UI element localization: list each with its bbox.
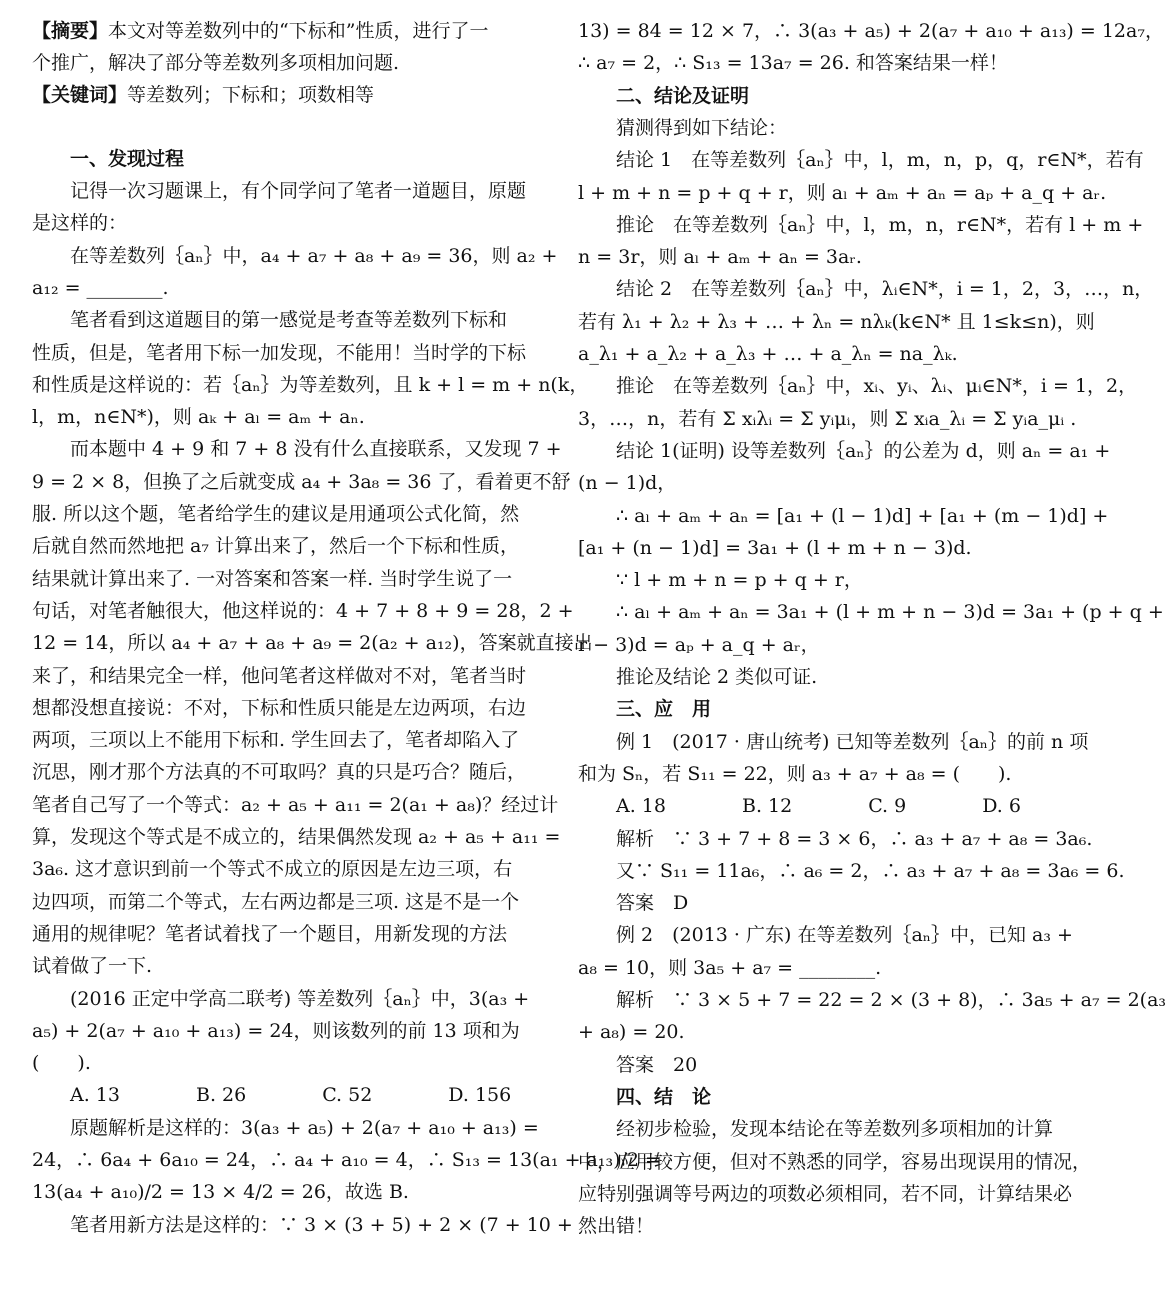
text-line: 笔者用新方法是这样的：∵ 3 × (3 + 5) + 2 × (7 + 10 + (70, 1213, 573, 1236)
keywords-text: 等差数列；下标和；项数相等 (127, 84, 375, 106)
text-line: 想都没想直接说：不对，下标和性质只能是左边两项，右边 (32, 696, 527, 719)
text-line: 和为 Sₙ，若 S₁₁ = 22，则 a₃ + a₇ + a₈ = ( ). (578, 762, 1012, 785)
text-line: 推论 在等差数列｛aₙ｝中，l，m，n，r∈N*，若有 l + m + (616, 213, 1144, 236)
abstract-line (32, 15, 532, 47)
text-line: (2016 正定中学高二联考) 等差数列｛aₙ｝中，3(a₃ + (70, 987, 530, 1010)
text-line: 推论 在等差数列｛aₙ｝中，xᵢ、yᵢ、λᵢ、μᵢ∈N*，i = 1，2， (616, 375, 1138, 398)
text-line: n = 3r，则 aₗ + aₘ + aₙ = 3aᵣ. (578, 246, 862, 269)
text-line: 例 2 (2013 · 广东) 在等差数列｛aₙ｝中，已知 a₃ + (616, 924, 1073, 947)
text-line: 笔者自己写了一个等式：a₂ + a₅ + a₁₁ = 2(a₁ + a₈)？经过计 (32, 793, 559, 816)
text-line: 结论 1(证明) 设等差数列｛aₙ｝的公差为 d，则 aₙ = a₁ + (616, 439, 1111, 462)
text-line: 又∵ S₁₁ = 11a₆，∴ a₆ = 2，∴ a₃ + a₇ + a₈ = 3a₆ = 6. (616, 859, 1125, 882)
text-line: l + m + n = p + q + r，则 aₗ + aₘ + aₙ = aₚ + a_q + aᵣ. (578, 181, 1107, 204)
text-line: a₅) + 2(a₇ + a₁₀ + a₁₃) = 24，则该数列的前 13 项和为 (32, 1019, 520, 1042)
text-line: 在等差数列｛aₙ｝中，a₄ + a₇ + a₈ + a₉ = 36，则 a₂ + (70, 244, 558, 267)
text-line: 性质，但是，笔者用下标一加发现，不能用！当时学的下标 (32, 341, 527, 364)
text-line: [a₁ + (n − 1)d] = 3a₁ + (l + m + n − 3)d. (578, 536, 972, 559)
text-line: 服. 所以这个题，笔者给学生的建议是用通项公式化简，然 (32, 503, 520, 525)
text-line: 答案 D (616, 892, 689, 915)
text-line: 12 = 14，所以 a₄ + a₇ + a₈ + a₉ = 2(a₂ + a₁₂)，答案就直接出 (32, 632, 593, 655)
text-line: 答案 20 (616, 1053, 698, 1076)
text-line: 应特别强调等号两边的项数必须相同，若不同，计算结果必 (578, 1182, 1073, 1205)
text-line: 沉思，刚才那个方法真的不可取吗？真的只是巧合？随后， (32, 761, 527, 784)
text-line: 然出错！ (578, 1215, 655, 1238)
text-line: 句话，对笔者触很大，他这样说的：4 + 7 + 8 + 9 = 28，2 + (32, 599, 574, 622)
text-line: ∴ a₇ = 2，∴ S₁₃ = 13a₇ = 26. 和答案结果一样！ (578, 52, 1008, 75)
section-heading: 四、结 论 (616, 1085, 712, 1108)
text-line: ∵ l + m + n = p + q + r， (616, 569, 863, 592)
text-line: 解析 ∵ 3 × 5 + 7 = 22 = 2 × (3 + 8)，∴ 3a₅ + a₇ = 2(a₃ (616, 989, 1166, 1011)
text-line: 来了，和结果完全一样，他问笔者这样做对不对，笔者当时 (32, 664, 527, 687)
section-heading: 三、应 用 (616, 698, 712, 721)
text-line: 24，∴ 6a₄ + 6a₁₀ = 24，∴ a₄ + a₁₀ = 4，∴ S₁₃ = 13(a₁ + a₁₃)/2 = (32, 1149, 661, 1171)
text-line: (n − 1)d， (578, 472, 677, 495)
text-line: 猜测得到如下结论： (616, 116, 788, 139)
text-line: 是这样的： (32, 212, 128, 235)
section-heading: 一、发现过程 (70, 148, 185, 170)
abstract-text-2: 个推广，解决了部分等差数列多项相加问题. (32, 52, 400, 74)
text-line: 3a₆. 这才意识到前一个等式不成立的原因是左边三项，右 (32, 858, 513, 881)
text-line: 记得一次习题课上，有个同学问了笔者一道题目，原题 (70, 180, 527, 202)
text-line: 例 1 (2017 · 唐山统考) 已知等差数列｛aₙ｝的前 n 项 (616, 730, 1089, 753)
text-line: 13) = 84 = 12 × 7，∴ 3(a₃ + a₅) + 2(a₇ + a₁₀ + a₁₃) = 12a₇， (578, 20, 1164, 42)
text-line: a₁₂ = ________. (32, 276, 169, 299)
text-line: 原题解析是这样的：3(a₃ + a₅) + 2(a₇ + a₁₀ + a₁₃) = (70, 1116, 539, 1139)
text-line: A. 13 B. 26 C. 52 D. 156 (70, 1084, 512, 1107)
text-line: 推论及结论 2 类似可证. (616, 666, 818, 688)
text-line: ∴ aₗ + aₘ + aₙ = [a₁ + (l − 1)d] + [a₁ + (m − 1)d] + (616, 504, 1109, 527)
text-line: 边四项，而第二个等式，左右两边都是三项. 这是不是一个 (32, 890, 520, 913)
text-line: 若有 λ₁ + λ₂ + λ₃ + … + λₙ = nλₖ(k∈N* 且 1≤k≤n)，则 (578, 310, 1095, 333)
text-line: r − 3)d = aₚ + a_q + aᵣ， (578, 633, 820, 656)
text-line: 3，…，n，若有 Σ xᵢλᵢ = Σ yᵢμᵢ，则 Σ xᵢa_λᵢ = Σ yᵢa_μᵢ . (578, 407, 1077, 430)
text-line: a₈ = 10，则 3a₅ + a₇ = ________. (578, 956, 882, 979)
text-line: 9 = 2 × 8，但换了之后就变成 a₄ + 3a₈ = 36 了，看着更不舒 (32, 470, 571, 493)
text-line: + a₈) = 20. (578, 1021, 685, 1044)
text-line: a_λ₁ + a_λ₂ + a_λ₃ + … + a_λₙ = na_λₖ. (578, 343, 958, 365)
keywords-label: 【关键词】 (32, 84, 128, 106)
text-line: 通用的规律呢？笔者试着找了一个题目，用新发现的方法 (32, 922, 508, 945)
keywords-line (32, 79, 532, 111)
text-line: 笔者看到这道题目的第一感觉是考查等差数列下标和 (70, 309, 508, 332)
text-line: 结论 1 在等差数列｛aₙ｝中，l，m，n，p，q，r∈N*，若有 (616, 149, 1144, 172)
text-line: 结论 2 在等差数列｛aₙ｝中，λᵢ∈N*，i = 1，2，3，…，n， (616, 278, 1154, 301)
text-line: 和性质是这样说的：若｛aₙ｝为等差数列，且 k + l = m + n(k， (32, 373, 589, 396)
text-line: 两项，三项以上不能用下标和. 学生回去了，笔者却陷入了 (32, 729, 520, 752)
text-line: 结果就计算出来了. 一对答案和答案一样. 当时学生说了一 (32, 567, 513, 590)
text-line: 13(a₄ + a₁₀)/2 = 13 × 4/2 = 26，故选 B. (32, 1181, 409, 1204)
text-line: ( ). (32, 1052, 91, 1075)
text-line: 试着做了一下. (32, 955, 153, 978)
text-line: l，m，n∈N*)，则 aₖ + aₗ = aₘ + aₙ. (32, 406, 365, 429)
abstract-text: 本文对等差数列中的“下标和”性质，进行了一 (108, 20, 489, 42)
section-heading: 二、结论及证明 (616, 84, 750, 107)
text-line: A. 18 B. 12 C. 9 D. 6 (616, 795, 1021, 818)
text-line: 算，发现这个等式是不成立的，结果偶然发现 a₂ + a₅ + a₁₁ = (32, 826, 561, 848)
text-line: 而本题中 4 + 9 和 7 + 8 没有什么直接联系，又发现 7 + (70, 438, 562, 461)
abstract-label: 【摘要】 (32, 20, 109, 42)
text-line: 后就自然而然地把 a₇ 计算出来了，然后一个下标和性质， (32, 535, 520, 558)
text-line: ∴ aₗ + aₘ + aₙ = 3a₁ + (l + m + n − 3)d = 3a₁ + (p + q + (616, 601, 1164, 624)
text-line: 经初步检验，发现本结论在等差数列多项相加的计算 (616, 1118, 1054, 1141)
text-line: 中，应用较方便，但对不熟悉的同学，容易出现误用的情况， (578, 1150, 1092, 1173)
text-line: 解析 ∵ 3 + 7 + 8 = 3 × 6，∴ a₃ + a₇ + a₈ = 3a₆. (616, 827, 1093, 850)
